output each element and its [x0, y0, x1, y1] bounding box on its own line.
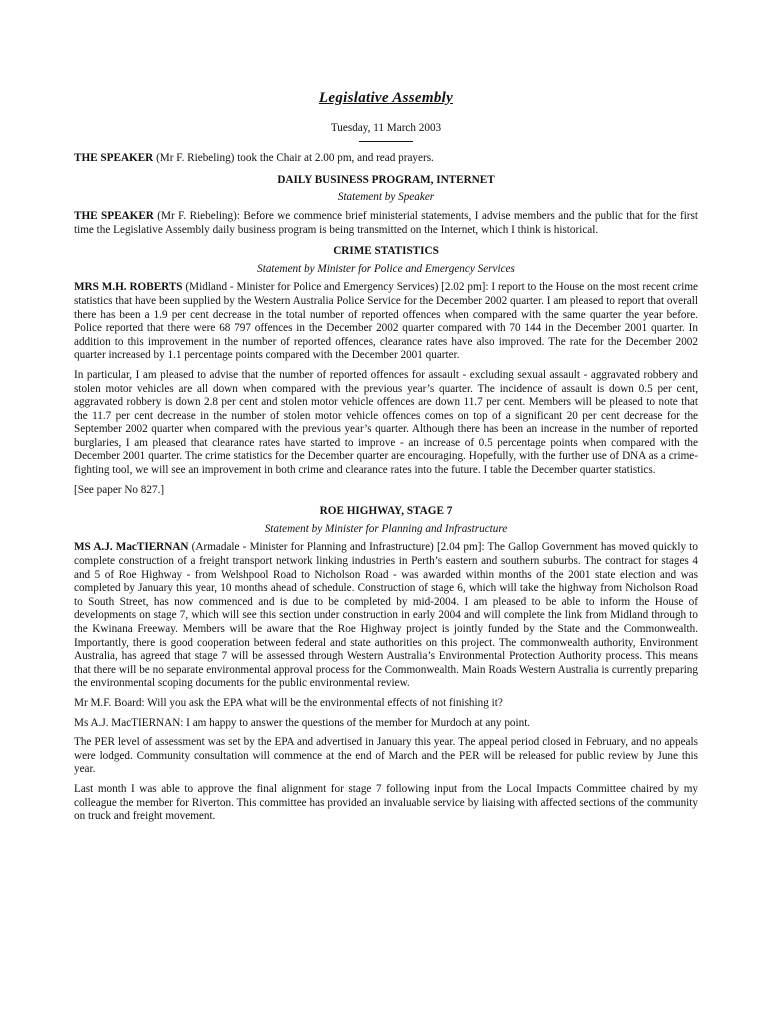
paragraph	[74, 210, 698, 237]
sitting-date: Tuesday, 11 March 2003	[330, 121, 442, 134]
section-subheading: Statement by Speaker	[337, 191, 435, 204]
paragraph	[74, 281, 698, 363]
speaker-name: MS A.J. MacTIERNAN	[74, 541, 189, 554]
paragraph: [See paper No 827.]	[74, 483, 165, 496]
document-title: Legislative Assembly	[318, 90, 454, 106]
section-heading: CRIME STATISTICS	[333, 245, 439, 258]
speaker-name: THE SPEAKER	[74, 152, 154, 165]
section-heading: DAILY BUSINESS PROGRAM, INTERNET	[277, 173, 495, 186]
divider-rule	[359, 141, 413, 142]
paragraph-text: (Mr F. Riebeling) took the Chair at 2.00 pm, and read prayers.	[153, 152, 434, 165]
paragraph-text: (Mr F. Riebeling): Before we commence brief ministerial statements, I advise members and the public that for the first time the Legislative Assembly daily business program is being transmitted on the Internet, which I think is historical.	[74, 209, 698, 236]
paragraph: Ms A.J. MacTIERNAN: I am happy to answer the questions of the member for Murdoch at any point.	[74, 716, 531, 729]
speaker-name: THE SPEAKER	[74, 209, 154, 222]
speaker-name: MRS M.H. ROBERTS	[74, 281, 183, 294]
paragraph: Last month I was able to approve the final alignment for stage 7 following input from the Local Impacts Committee chaired by my colleague the member for Riverton. This committee has provided an invaluable service by liaising with affected sections of the community on truck and freight movement.	[74, 782, 698, 823]
section-crime-statistics	[74, 245, 698, 497]
hansard-page	[74, 92, 698, 830]
paragraph-text: (Armadale - Minister for Planning and Infrastructure) [2.04 pm]: The Gallop Government has moved quickly to complete construction of a freight transport network linking industries in Perth’s eastern and southern suburbs. The contract for stages 4 and 5 of Roe Highway - from Welshpool Road to Nicholson Road - was awarded within months of the 2001 state election and was completed by January this year, 10 months ahead of schedule. Construction of stage 6, which will take the highway from Nicholson Road to South Street, has now commenced and is due to be completed by mid-2004. I am pleased to be able to inform the House of developments on stage 7, which will see this section under construction in early 2004 and will complete the link from Midland through to the Kwinana Freeway. Members will be aware that the Roe Highway project is jointly funded by the State and the Commonwealth. Importantly, there is good cooperation between federal and state authorities on this project. The commonwealth authority, Environment Australia, has agreed that stage 7 will be assessed through Western Australia’s Environmental Protection Authority process. This means that there will be no separate environmental approval process for the Commonwealth. Main Roads Western Australia is currently preparing the environmental scoping documents for the public environmental review.	[74, 541, 698, 690]
paragraph-text: (Midland - Minister for Police and Emergency Services) [2.02 pm]: I report to the House on the most recent crime statistics that have been supplied by the Western Australia Police Service for the December 2002 quarter. I am pleased to report that overall there has been a 1.9 per cent decrease in the total number of reported offences when compared with the same quarter the year before. Police reported that there were 68 797 offences in the December 2002 quarter compared with 70 144 in the December 2001 quarter. In addition to this improvement in the number of reported offences, clearance rates have also improved. The rate for the December 2002 quarter increased by 1.1 percentage points compared with the December 2001 quarter.	[74, 281, 699, 362]
paragraph	[74, 541, 698, 691]
opening-paragraph	[74, 152, 698, 166]
paragraph: In particular, I am pleased to advise that the number of reported offences for assault - excluding sexual assault - aggravated robbery and stolen motor vehicles are all down when compared with the previous year’s quarter. The incidence of assault is down 0.5 per cent, aggravated robbery is down 2.8 per cent and stolen motor vehicle offences are down 11.7 per cent. Members will be pleased to note that the 11.7 per cent decrease in the number of stolen motor vehicle offences comes on top of a significant 20 per cent decrease for the September 2002 quarter when compared with the previous year’s quarter. Although there has been an increase in the number of reported burglaries, I am pleased that clearance rates have started to improve - an increase of 0.5 percentage points when compared with the December 2001 quarter. The crime statistics for the December quarter are encouraging. Hopefully, with the further use of DNA as a crime-fighting tool, we will see an improvement in both crime and clearance rates into the future. I table the December quarter statistics.	[74, 368, 698, 477]
paragraph: Mr M.F. Board: Will you ask the EPA what will be the environmental effects of not finishing it?	[74, 696, 503, 709]
section-subheading: Statement by Minister for Planning and Infrastructure	[264, 522, 508, 535]
section-daily-business-program	[74, 174, 698, 237]
section-roe-highway	[74, 505, 698, 823]
paragraph: The PER level of assessment was set by the EPA and advertised in January this year. The appeal period closed in February, and no appeals were lodged. Community consultation will commence at the end of March and the PER will be released for public review by June this year.	[74, 736, 698, 776]
section-heading: ROE HIGHWAY, STAGE 7	[319, 505, 453, 518]
section-subheading: Statement by Minister for Police and Emergency Services	[257, 262, 515, 275]
